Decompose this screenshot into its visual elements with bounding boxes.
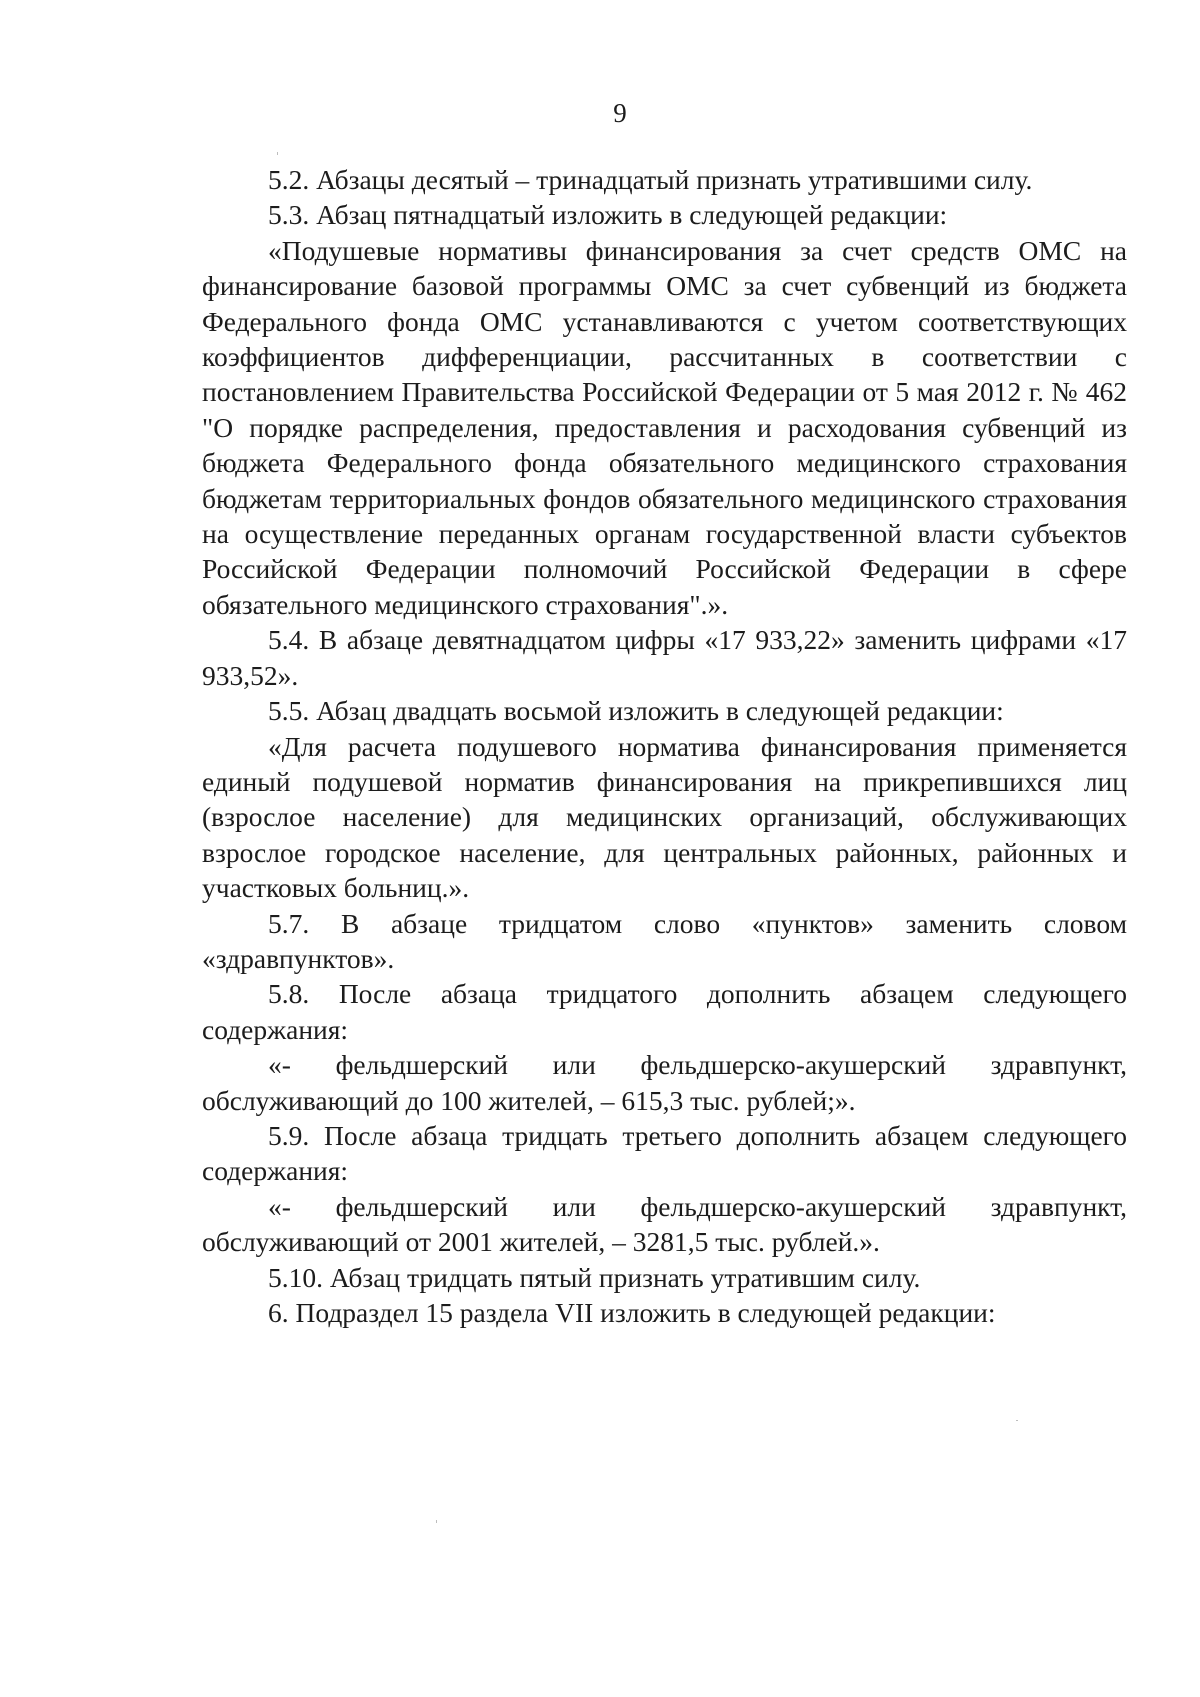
paragraph-5-3: 5.3. Абзац пятнадцатый изложить в следующей редакции: [268, 199, 948, 231]
paragraph-5-8-quote: «- фельдшерский или фельдшерско-акушерский здравпункт, обслуживающий до 100 жителей, – 615,3 тыс. рублей;». [202, 1049, 1127, 1116]
paragraph-5-3-quote: «Подушевые нормативы финансирования за счет средств ОМС на финансирование базовой программы ОМС за счет субвенций из бюджета Федерального фонда ОМС устанавливаются с учетом соответствующих коэффициентов дифференциации, рассчитанных в соответствии с постановлением Правительства Российской Федерации от 5 мая 2012 г. № 462 "О порядке распределения, предоставления и расходования субвенций из бюджета Федерального фонда обязательного медицинского страхования бюджетам территориальных фондов обязательного медицинского страхования на осуществление переданных органам государственной власти субъектов Российской Федерации полномочий Российской Федерации в сфере обязательного медицинского страхования".». [202, 234, 1127, 620]
scan-speck [436, 1520, 437, 1523]
page-number: 9 [613, 98, 627, 128]
scan-speck [277, 152, 278, 155]
paragraph-5-10: 5.10. Абзац тридцать пятый признать утратившим силу. [268, 1261, 921, 1293]
paragraph-6: 6. Подраздел 15 раздела VII изложить в следующей редакции: [268, 1297, 996, 1328]
paragraph-5-2: 5.2. Абзацы десятый – тринадцатый признать утратившими силу. [268, 164, 1033, 195]
paragraph-5-9-quote: «- фельдшерский или фельдшерско-акушерский здравпункт, обслуживающий от 2001 жителей, – 3281,5 тыс. рублей.». [202, 1190, 1127, 1258]
paragraph-5-4: 5.4. В абзаце девятнадцатом цифры «17 933,22» заменить цифрами «17 933,52». [202, 624, 1127, 691]
paragraph-5-9: 5.9. После абзаца тридцать третьего дополнить абзацем следующего содержания: [202, 1119, 1127, 1187]
document-body [202, 162, 1127, 1330]
scan-speck [1016, 1420, 1018, 1421]
paragraph-5-7: 5.7. В абзаце тридцатом слово «пунктов» заменить словом «здравпунктов». [202, 907, 1127, 974]
paragraph-5-5-quote: «Для расчета подушевого норматива финансирования применяется единый подушевой норматив финансирования на прикрепившихся лиц (взрослое население) для медицинских организаций, обслуживающих взрослое городское население, для центральных районных, районных и участковых больниц.». [202, 730, 1127, 904]
paragraph-5-8: 5.8. После абзаца тридцатого дополнить абзацем следующего содержания: [202, 978, 1127, 1045]
paragraph-5-5: 5.5. Абзац двадцать восьмой изложить в следующей редакции: [268, 695, 1004, 727]
